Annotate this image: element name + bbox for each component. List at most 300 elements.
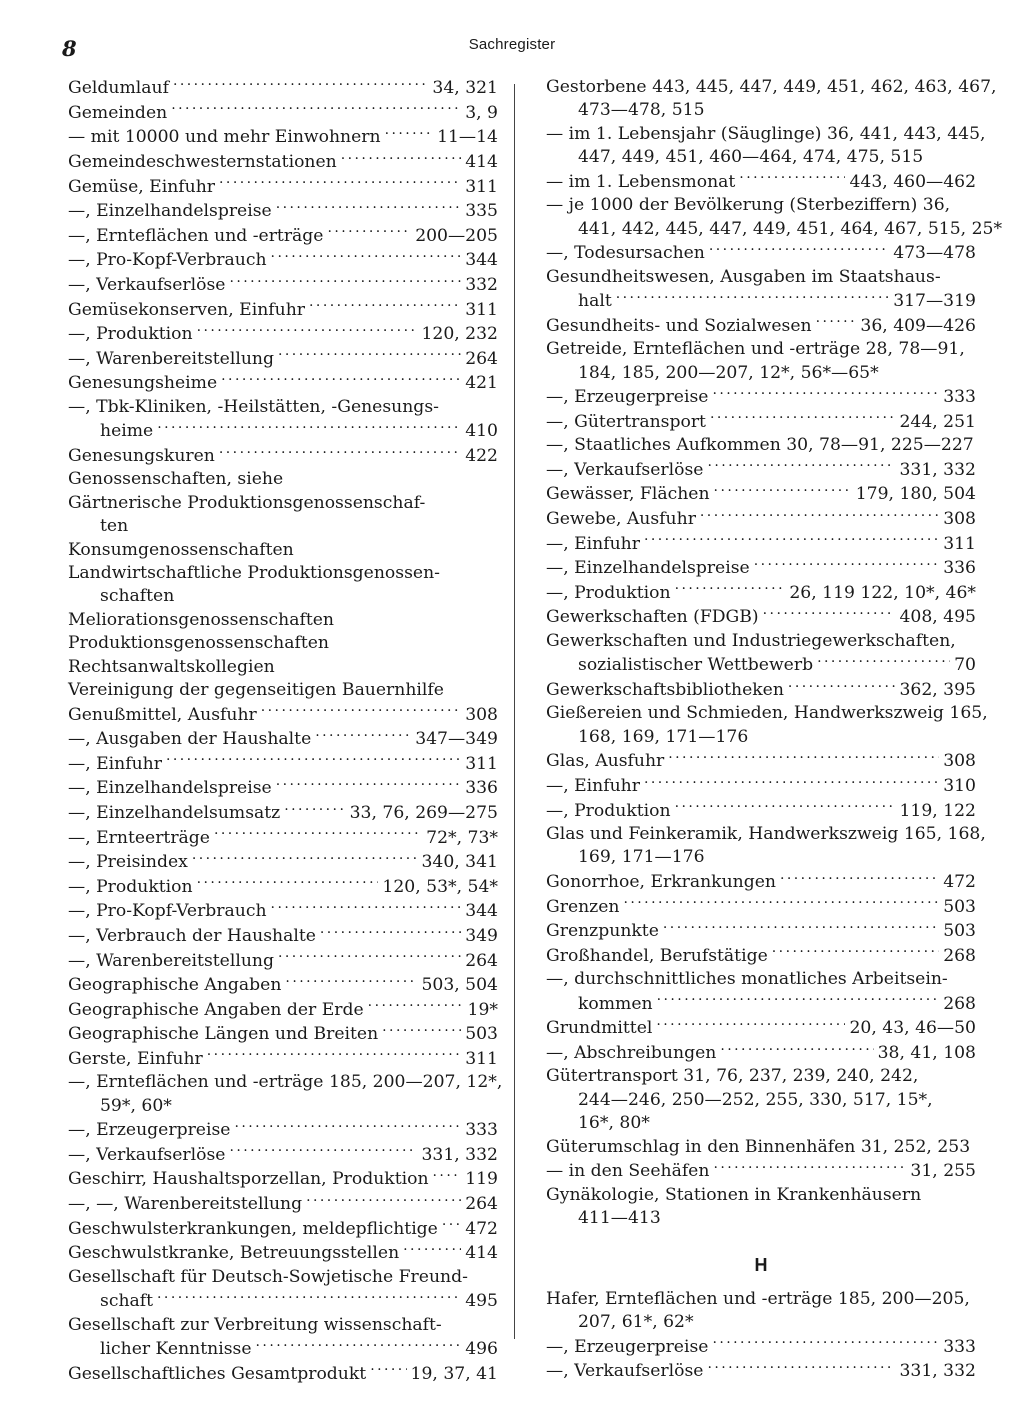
- entry-pages: 503: [943, 896, 976, 917]
- index-line: [546, 1112, 976, 1135]
- entry-term: Güterumschlag in den Binnenhäfen 31, 252, 253: [546, 1136, 971, 1157]
- entry-pages: 422: [465, 445, 498, 466]
- entry-pages: 340, 341: [421, 852, 498, 873]
- index-line: [546, 556, 976, 581]
- dot-leader: [157, 419, 461, 436]
- entry-term: Gütertransport 31, 76, 237, 239, 240, 242,: [546, 1066, 919, 1087]
- entry-pages: 200—205: [415, 225, 498, 246]
- entry-term: Genossenschaften, siehe: [68, 469, 284, 490]
- index-line: [546, 1207, 976, 1230]
- index-entry: [546, 944, 976, 969]
- entry-pages: 473—478: [893, 243, 976, 264]
- index-entry: [68, 776, 498, 801]
- dot-leader: [675, 581, 786, 598]
- index-entry: [68, 492, 498, 539]
- index-entry: [68, 924, 498, 949]
- index-entry: [546, 194, 1003, 241]
- index-entry: [546, 798, 976, 823]
- dot-leader: [320, 924, 461, 941]
- dot-leader: [433, 1167, 462, 1184]
- dot-leader: [644, 531, 939, 548]
- index-line: [546, 798, 976, 823]
- dot-leader: [278, 347, 461, 364]
- index-line: [546, 76, 997, 99]
- entry-pages: 308: [943, 751, 976, 772]
- index-entry: [68, 1216, 498, 1241]
- index-entry: [546, 482, 976, 507]
- entry-pages: 11—14: [437, 127, 498, 148]
- index-entry: [546, 1159, 976, 1184]
- entry-pages: 503: [465, 1024, 498, 1045]
- entry-term: Gerste, Einfuhr: [68, 1048, 203, 1069]
- dot-leader: [714, 482, 852, 499]
- index-line: [546, 1184, 976, 1207]
- index-line: [546, 1159, 976, 1184]
- entry-term: Gesellschaftliches Gesamtprodukt: [68, 1363, 367, 1384]
- entry-term: Grenzpunkte: [546, 921, 659, 942]
- index-entry: [68, 199, 498, 224]
- entry-term: — im 1. Lebensmonat: [546, 171, 736, 192]
- entry-term: Konsumgenossenschaften: [68, 539, 294, 560]
- entry-pages: 495: [465, 1291, 498, 1312]
- index-line: [68, 468, 498, 491]
- index-line: [68, 1192, 498, 1217]
- index-line: [546, 507, 976, 532]
- index-entry: [546, 823, 986, 870]
- index-entry: [68, 224, 498, 249]
- entry-term: Gemüse, Einfuhr: [68, 176, 216, 197]
- entry-term: —, Preisindex: [68, 852, 188, 873]
- dot-leader: [284, 801, 345, 818]
- entry-term: 441, 442, 445, 447, 449, 451, 464, 467, 515, 25*: [578, 218, 1003, 239]
- index-line: [546, 894, 976, 919]
- dot-leader: [754, 556, 939, 573]
- entry-pages: 20, 43, 46—50: [849, 1018, 976, 1039]
- index-line: [68, 371, 498, 396]
- dot-leader: [368, 998, 464, 1015]
- entry-term: Landwirtschaftliche Produktionsgenossen-: [68, 562, 440, 583]
- entry-term: Genesungskuren: [68, 445, 215, 466]
- entry-pages: 3, 9: [465, 102, 498, 123]
- index-entry: [68, 273, 498, 298]
- entry-pages: 19*: [467, 999, 498, 1020]
- index-line: [546, 146, 976, 169]
- dot-leader: [234, 1118, 461, 1135]
- entry-term: —, Erzeugerpreise: [546, 387, 709, 408]
- index-entry: [546, 507, 976, 532]
- entry-term: ten: [100, 516, 129, 537]
- index-line: [68, 1314, 498, 1337]
- entry-pages: 317—319: [893, 291, 976, 312]
- index-line: [546, 385, 976, 410]
- dot-leader: [256, 1337, 462, 1354]
- index-line: [68, 444, 498, 469]
- entry-term: sozialistischer Wettbewerb: [578, 655, 814, 676]
- entry-term: 16*, 80*: [578, 1113, 650, 1134]
- entry-term: 447, 449, 451, 460—464, 474, 475, 515: [578, 147, 924, 168]
- entry-term: —, Tbk-Kliniken, -Heilstätten, -Genesungs-: [68, 396, 439, 417]
- index-entry: [546, 1016, 976, 1041]
- index-line: [68, 1241, 498, 1266]
- entry-term: —, Produktion: [546, 582, 671, 603]
- index-entry: [546, 314, 976, 339]
- entry-term: —, —, Warenbereitstellung: [68, 1194, 303, 1215]
- entry-term: Meliorationsgenossenschaften: [68, 609, 334, 630]
- index-line: [68, 1143, 498, 1168]
- entry-term: Gesellschaft für Deutsch-Sowjetische Freund-: [68, 1266, 468, 1287]
- dot-leader: [403, 1241, 461, 1258]
- entry-pages: 264: [465, 1194, 498, 1215]
- entry-pages: 120, 53*, 54*: [382, 876, 498, 897]
- index-line: [546, 458, 976, 483]
- index-entry: [68, 150, 498, 175]
- index-entry: [68, 850, 498, 875]
- dot-leader: [271, 248, 462, 265]
- dot-leader: [707, 458, 895, 475]
- index-line: [68, 273, 498, 298]
- index-entry: [546, 968, 976, 1016]
- index-line: [546, 653, 976, 678]
- entry-term: Gärtnerische Produktionsgenossenschaf-: [68, 492, 426, 513]
- index-line: [68, 347, 498, 372]
- entry-pages: 349: [465, 925, 498, 946]
- entry-pages: 331, 332: [899, 459, 976, 480]
- index-entry: [68, 825, 498, 850]
- dot-leader: [663, 919, 939, 936]
- entry-term: Glas und Feinkeramik, Handwerkszweig 165, 168,: [546, 823, 986, 844]
- entry-term: Gewerkschaften und Industriegewerkschaften,: [546, 630, 956, 651]
- entry-term: Gießereien und Schmieden, Handwerkszweig 165,: [546, 703, 988, 724]
- entry-pages: 472: [465, 1218, 498, 1239]
- entry-term: —, Ernteflächen und -erträge: [68, 225, 324, 246]
- index-line: [68, 1047, 498, 1072]
- index-line: [68, 585, 498, 608]
- dot-leader: [341, 150, 461, 167]
- index-line: [68, 702, 498, 727]
- entry-term: 59*, 60*: [100, 1095, 172, 1116]
- dot-leader: [197, 322, 418, 339]
- index-line: [546, 1016, 976, 1041]
- entry-term: halt: [578, 291, 612, 312]
- index-entry: [68, 1314, 498, 1362]
- dot-leader: [713, 1159, 906, 1176]
- index-line: [68, 562, 498, 585]
- index-entry: [68, 347, 498, 372]
- page-number: 8: [62, 36, 77, 61]
- dot-leader: [668, 749, 939, 766]
- entry-term: Vereinigung der gegenseitigen Bauernhilfe: [68, 679, 444, 700]
- index-entry: [68, 444, 498, 469]
- entry-pages: 311: [465, 1048, 498, 1069]
- entry-pages: 308: [465, 704, 498, 725]
- entry-pages: 421: [465, 373, 498, 394]
- index-line: [546, 123, 986, 146]
- index-line: [68, 1337, 498, 1362]
- section-heading-h: H: [754, 1255, 768, 1276]
- index-line: [68, 224, 498, 249]
- entry-pages: 336: [465, 778, 498, 799]
- index-line: [68, 1071, 503, 1094]
- index-line: [68, 76, 498, 101]
- index-entry: [68, 1071, 503, 1118]
- dot-leader: [276, 199, 461, 216]
- index-entry: [546, 1136, 976, 1159]
- index-entry: [68, 1266, 498, 1314]
- index-line: [546, 774, 976, 799]
- index-entry: [546, 123, 986, 170]
- index-line: [68, 973, 498, 998]
- entry-pages: 503: [943, 921, 976, 942]
- entry-term: Gesundheitswesen, Ausgaben im Staatshaus-: [546, 266, 941, 287]
- entry-pages: 119, 122: [899, 800, 976, 821]
- entry-pages: 331, 332: [899, 1361, 976, 1382]
- index-entry: [68, 76, 498, 101]
- index-line: [68, 1266, 498, 1289]
- entry-term: —, Einzelhandelsumsatz: [68, 802, 281, 823]
- entry-term: Genesungsheime: [68, 373, 218, 394]
- entry-pages: 26, 119 122, 10*, 46*: [789, 582, 976, 603]
- entry-term: Gonorrhoe, Erkrankungen: [546, 871, 776, 892]
- index-line: [68, 101, 498, 126]
- entry-term: —, Abschreibungen: [546, 1042, 717, 1063]
- index-line: [68, 150, 498, 175]
- entry-term: —, Ausgaben der Haushalte: [68, 729, 312, 750]
- index-line: [546, 630, 976, 653]
- entry-pages: 311: [465, 299, 498, 320]
- entry-pages: 308: [943, 509, 976, 529]
- entry-term: 169, 171—176: [578, 847, 705, 868]
- entry-pages: 443, 460—462: [849, 171, 976, 192]
- index-entry: [546, 1335, 976, 1360]
- entry-term: —, Pro-Kopf-Verbrauch: [68, 250, 267, 271]
- index-line: [546, 702, 988, 725]
- entry-term: —, Gütertransport: [546, 411, 706, 432]
- entry-term: 184, 185, 200—207, 12*, 56*—65*: [578, 362, 879, 383]
- entry-term: Gemüsekonserven, Einfuhr: [68, 299, 306, 320]
- entry-pages: 119: [465, 1169, 498, 1190]
- index-line: [68, 727, 498, 752]
- index-entry: [546, 894, 976, 919]
- dot-leader: [173, 76, 428, 93]
- dot-leader: [657, 992, 940, 1009]
- dot-leader: [207, 1047, 461, 1064]
- entry-term: —, Verbrauch der Haushalte: [68, 925, 316, 946]
- entry-pages: 268: [943, 993, 976, 1014]
- entry-term: Hafer, Ernteflächen und -erträge 185, 200—205,: [546, 1288, 970, 1309]
- index-entry: [546, 630, 976, 678]
- entry-term: Glas, Ausfuhr: [546, 751, 665, 772]
- index-line: [68, 1022, 498, 1047]
- entry-term: —, Warenbereitstellung: [68, 348, 274, 369]
- index-entry: [68, 609, 498, 632]
- index-entry: [68, 752, 498, 777]
- entry-pages: 331, 332: [421, 1144, 498, 1165]
- index-entry: [68, 1047, 498, 1072]
- entry-term: Grundmittel: [546, 1018, 653, 1039]
- index-line: [68, 875, 498, 900]
- index-entry: [68, 371, 498, 396]
- index-line: [68, 492, 498, 515]
- entry-pages: 333: [465, 1120, 498, 1141]
- entry-pages: 264: [465, 348, 498, 369]
- dot-leader: [219, 174, 461, 191]
- entry-term: 473—478, 515: [578, 100, 705, 121]
- index-line: [68, 801, 498, 826]
- index-line: [546, 362, 976, 385]
- entry-pages: 332: [465, 274, 498, 295]
- entry-pages: 344: [465, 901, 498, 922]
- index-entry: [546, 774, 976, 799]
- index-line: [546, 1065, 976, 1088]
- dot-leader: [271, 899, 462, 916]
- index-line: [68, 297, 498, 322]
- dot-leader: [382, 1022, 461, 1039]
- entry-term: Gewässer, Flächen: [546, 484, 710, 505]
- index-line: [68, 609, 498, 632]
- index-entry: [68, 539, 498, 562]
- entry-term: Geographische Angaben der Erde: [68, 999, 364, 1020]
- index-line: [546, 99, 976, 122]
- index-entry: [68, 1143, 498, 1168]
- index-entry: [68, 1241, 498, 1266]
- entry-pages: 336: [943, 558, 976, 579]
- dot-leader: [278, 948, 461, 965]
- entry-term: Gynäkologie, Stationen in Krankenhäusern: [546, 1184, 922, 1205]
- index-line: [546, 1335, 976, 1360]
- entry-pages: 72*, 73*: [426, 827, 498, 848]
- index-line: [546, 1359, 976, 1384]
- entry-pages: 268: [943, 945, 976, 966]
- index-line: [546, 1311, 976, 1334]
- dot-leader: [261, 702, 461, 719]
- dot-leader: [309, 297, 461, 314]
- dot-leader: [709, 241, 889, 258]
- entry-pages: 38, 41, 108: [877, 1042, 976, 1063]
- index-entry: [68, 468, 498, 491]
- index-line: [68, 656, 498, 679]
- entry-term: Gewebe, Ausfuhr: [546, 509, 696, 529]
- entry-term: Großhandel, Berufstätige: [546, 945, 768, 966]
- index-line: [68, 1362, 498, 1387]
- index-line: [546, 726, 976, 749]
- entry-pages: 347—349: [415, 729, 498, 750]
- entry-term: Gemeindeschwesternstationen: [68, 151, 337, 172]
- index-entry: [68, 702, 498, 727]
- entry-pages: 179, 180, 504: [855, 484, 976, 505]
- dot-leader: [644, 774, 939, 791]
- index-line: [68, 1216, 498, 1241]
- dot-leader: [229, 273, 461, 290]
- index-line: [68, 1095, 498, 1118]
- dot-leader: [780, 870, 939, 887]
- entry-term: —, Einzelhandelspreise: [68, 778, 272, 799]
- index-line: [546, 289, 976, 314]
- entry-term: Geschwulsterkrankungen, meldepflichtige: [68, 1218, 438, 1239]
- entry-term: —, Pro-Kopf-Verbrauch: [68, 901, 267, 922]
- dot-leader: [707, 1359, 895, 1376]
- dot-leader: [214, 825, 422, 842]
- index-line: [546, 870, 976, 895]
- entry-term: Gewerkschaften (FDGB): [546, 607, 759, 628]
- entry-term: 168, 169, 171—176: [578, 726, 749, 747]
- dot-leader: [315, 727, 411, 744]
- entry-term: Produktionsgenossenschaften: [68, 633, 330, 654]
- entry-term: —, Einfuhr: [546, 533, 640, 554]
- dot-leader: [817, 653, 950, 670]
- index-entry: [546, 605, 976, 630]
- entry-term: — in den Seehäfen: [546, 1161, 710, 1182]
- entry-term: Geschwulstkranke, Betreuungsstellen: [68, 1243, 400, 1264]
- index-line: [68, 924, 498, 949]
- index-entries-h: [546, 1288, 976, 1384]
- dot-leader: [675, 798, 896, 815]
- index-entry: [546, 434, 976, 457]
- index-entry: [546, 1359, 976, 1384]
- dot-leader: [816, 314, 857, 331]
- index-line: [68, 899, 498, 924]
- entry-term: —, Warenbereitstellung: [68, 950, 274, 971]
- index-line: [546, 605, 976, 630]
- entry-term: licher Kenntnisse: [100, 1339, 252, 1360]
- entry-term: Gesellschaft zur Verbreitung wissenschaft-: [68, 1314, 442, 1335]
- index-entry: [546, 1184, 976, 1231]
- index-entry: [546, 870, 976, 895]
- index-line: [68, 125, 498, 150]
- index-entry: [546, 581, 976, 606]
- entry-pages: 120, 232: [421, 324, 498, 345]
- entry-pages: 33, 76, 269—275: [349, 802, 498, 823]
- dot-leader: [192, 850, 418, 867]
- index-entry: [68, 679, 498, 702]
- entry-term: kommen: [578, 993, 653, 1014]
- index-entry: [68, 562, 498, 609]
- entry-pages: 311: [465, 753, 498, 774]
- index-line: [546, 1089, 976, 1112]
- index-entry: [68, 1192, 498, 1217]
- index-line: [546, 218, 1003, 241]
- index-entry: [68, 322, 498, 347]
- dot-leader: [788, 678, 896, 695]
- dot-leader: [229, 1143, 417, 1160]
- index-entry: [546, 1041, 976, 1066]
- entry-term: Genußmittel, Ausfuhr: [68, 704, 257, 725]
- entry-term: Geschirr, Haushaltsporzellan, Produktion: [68, 1169, 429, 1190]
- entry-pages: 333: [943, 387, 976, 408]
- index-entry: [546, 385, 976, 410]
- index-entry: [68, 632, 498, 655]
- index-line: [68, 632, 498, 655]
- dot-leader: [623, 894, 939, 911]
- index-line: [68, 752, 498, 777]
- entry-term: —, Erzeugerpreise: [546, 1336, 709, 1357]
- entry-term: heime: [100, 421, 154, 442]
- entry-term: —, Einfuhr: [546, 775, 640, 796]
- dot-leader: [772, 944, 939, 961]
- entry-pages: 333: [943, 1336, 976, 1357]
- index-line: [68, 322, 498, 347]
- index-column-left: [68, 76, 503, 1386]
- index-line: [546, 338, 976, 361]
- dot-leader: [219, 444, 461, 461]
- dot-leader: [370, 1362, 406, 1379]
- entry-pages: 344: [465, 250, 498, 271]
- dot-leader: [712, 1335, 939, 1352]
- index-line: [68, 948, 498, 973]
- index-line: [68, 515, 498, 538]
- entry-pages: 362, 395: [899, 679, 976, 700]
- entry-term: — je 1000 der Bevölkerung (Sterbeziffern) 36,: [546, 195, 951, 216]
- index-entry: [68, 101, 498, 126]
